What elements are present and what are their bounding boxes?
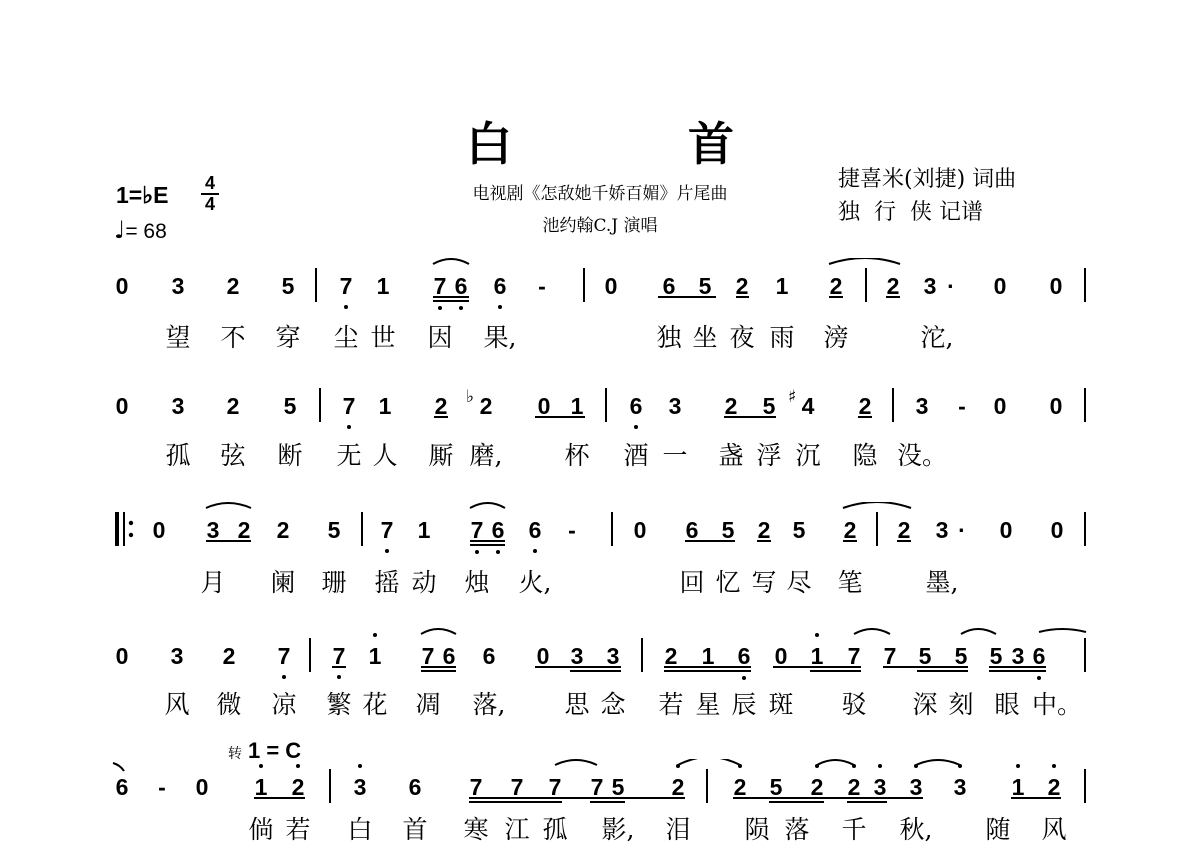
note: 3: [935, 517, 949, 543]
note: 5: [954, 643, 968, 669]
note: 2: [664, 643, 678, 669]
staff-line-3: [0, 502, 1200, 562]
lyric-syllable: 回: [679, 568, 705, 597]
note: 2: [1047, 774, 1061, 800]
note: 0: [1049, 393, 1063, 419]
lyric-syllable: 忆: [715, 568, 741, 597]
note: 5: [792, 517, 806, 543]
note: 2: [858, 393, 872, 419]
lyric-syllable: 影,: [601, 815, 635, 844]
note: 6: [491, 517, 505, 543]
note: 2: [757, 517, 771, 543]
note: 2: [810, 774, 824, 800]
note: 7: [332, 643, 346, 669]
note: 2: [434, 393, 448, 419]
lyric-syllable: 孤: [165, 441, 191, 470]
lyric-syllable: 隐: [852, 441, 878, 470]
note: 3: [570, 643, 584, 669]
note: 7: [421, 643, 435, 669]
lyric-syllable: 滂: [823, 323, 849, 352]
note: 5: [698, 273, 712, 299]
note: 2: [735, 273, 749, 299]
note: 0: [195, 774, 209, 800]
note: 2: [897, 517, 911, 543]
lyric-syllable: 驳: [841, 690, 867, 719]
note: 7: [277, 643, 291, 669]
note: 0: [537, 393, 551, 419]
note: 3: [953, 774, 967, 800]
key-change-prefix: 转: [228, 746, 242, 762]
lyric-syllable: 孤: [542, 815, 568, 844]
note: 7: [548, 774, 562, 800]
lyric-syllable: 因: [427, 323, 453, 352]
note: ·: [947, 273, 955, 299]
note: 7: [433, 273, 447, 299]
lyric-syllable: 白: [347, 815, 373, 844]
note: 5: [721, 517, 735, 543]
note: 6: [629, 393, 643, 419]
lyric-syllable: 动: [411, 568, 437, 597]
repeat-start-sign: [117, 512, 124, 546]
note: 2: [276, 517, 290, 543]
note: 7: [590, 774, 604, 800]
tempo-value: = 68: [125, 220, 167, 243]
lyric-syllable: 独: [656, 323, 682, 352]
lyric-syllable: 人: [372, 441, 398, 470]
note: 3: [915, 393, 929, 419]
note: 6: [408, 774, 422, 800]
lyric-syllable: 一: [662, 441, 688, 470]
note: -: [568, 517, 576, 543]
lyric-syllable: 不: [220, 323, 246, 352]
lyric-syllable: 微: [216, 690, 242, 719]
note: 7: [510, 774, 524, 800]
lyric-syllable: 世: [370, 323, 396, 352]
note: -: [538, 273, 546, 299]
lyric-syllable: 深: [912, 690, 938, 719]
lyric-syllable: 若: [658, 690, 684, 719]
lyric-syllable: 写: [751, 568, 777, 597]
note: 5: [989, 643, 1003, 669]
note: 3: [923, 273, 937, 299]
lyric-syllable: 落,: [472, 690, 506, 719]
note: 1: [570, 393, 584, 419]
note: 5: [281, 273, 295, 299]
note: 6: [685, 517, 699, 543]
note: 3: [668, 393, 682, 419]
lyric-syllable: 尘: [333, 323, 359, 352]
flat-accidental: ♭: [466, 387, 475, 407]
sharp-accidental: ♯: [788, 387, 797, 407]
note: 0: [993, 393, 1007, 419]
note: 3: [873, 774, 887, 800]
lyric-syllable: 凋: [415, 690, 441, 719]
note: 1: [775, 273, 789, 299]
key-change-label: 1 = C: [248, 738, 302, 763]
note: 5: [611, 774, 625, 800]
note: 2: [733, 774, 747, 800]
lyric-syllable: 磨,: [469, 441, 503, 470]
key-signature: 1=♭E: [116, 182, 169, 208]
note: 0: [115, 273, 129, 299]
note: 2: [237, 517, 251, 543]
note: 3: [1011, 643, 1025, 669]
lyric-syllable: 泪: [665, 815, 691, 844]
staff-line-2: [0, 378, 1200, 438]
lyric-syllable: 尽: [786, 568, 812, 597]
lyric-syllable: 杯: [564, 441, 590, 470]
note: 0: [999, 517, 1013, 543]
lyric-syllable: 念: [600, 690, 626, 719]
lyric-syllable: 星: [695, 690, 721, 719]
lyrics-line-2: [0, 436, 1200, 470]
note: 2: [829, 273, 843, 299]
note: 0: [115, 393, 129, 419]
note: 0: [115, 643, 129, 669]
lyric-syllable: 笔: [837, 568, 863, 597]
note: 7: [339, 273, 353, 299]
lyric-syllable: 随: [985, 815, 1011, 844]
note: 2: [479, 393, 493, 419]
lyrics-line-3: [0, 563, 1200, 597]
note: 5: [283, 393, 297, 419]
lyric-syllable: 雨: [769, 323, 795, 352]
lyric-syllable: 落: [784, 815, 810, 844]
note: ·: [958, 517, 966, 543]
note: 3: [170, 643, 184, 669]
lyric-syllable: 若: [285, 815, 311, 844]
lyric-syllable: 穿: [275, 323, 301, 352]
note: 6: [115, 774, 129, 800]
lyric-syllable: 千: [841, 815, 867, 844]
time-signature: [201, 175, 219, 213]
note: 2: [291, 774, 305, 800]
note: 1: [254, 774, 268, 800]
lyric-syllable: 没。: [896, 441, 948, 470]
note: 6: [493, 273, 507, 299]
lyrics-line-5: [0, 810, 1200, 844]
lyric-syllable: 弦: [220, 441, 246, 470]
staff-line-4: [0, 628, 1200, 688]
note: 1: [376, 273, 390, 299]
lyrics-line-4: [0, 685, 1200, 719]
note: 3: [206, 517, 220, 543]
lyric-syllable: 珊: [321, 568, 347, 597]
note: 0: [536, 643, 550, 669]
lyric-syllable: 辰: [731, 690, 757, 719]
note: 7: [380, 517, 394, 543]
lyric-syllable: 江: [504, 815, 530, 844]
lyric-syllable: 断: [277, 441, 303, 470]
note: 5: [762, 393, 776, 419]
note: 1: [378, 393, 392, 419]
lyric-syllable: 浮: [756, 441, 782, 470]
note: 5: [327, 517, 341, 543]
quarter-note-icon: ♩: [114, 216, 126, 244]
note: 3: [171, 273, 185, 299]
note: 1: [1011, 774, 1025, 800]
lyric-syllable: 眼: [994, 690, 1020, 719]
note: 0: [993, 273, 1007, 299]
song-title: 白 首: [465, 117, 814, 171]
note: 6: [737, 643, 751, 669]
lyric-syllable: 陨: [744, 815, 770, 844]
composer-credit: 捷喜米(刘捷) 词曲: [838, 167, 1017, 192]
time-signature-top: 4: [204, 173, 215, 193]
note: 5: [918, 643, 932, 669]
note: 7: [342, 393, 356, 419]
lyric-syllable: 刻: [948, 690, 974, 719]
note: 0: [774, 643, 788, 669]
lyric-syllable: 盏: [718, 441, 744, 470]
staff-line-1: [0, 258, 1200, 318]
lyrics-line-1: [0, 318, 1200, 352]
note: 4: [801, 393, 815, 419]
lyric-syllable: 摇: [374, 568, 400, 597]
singer-credit: 池约翰C.J 演唱: [542, 216, 658, 236]
note: 3: [171, 393, 185, 419]
lyric-syllable: 厮: [428, 441, 454, 470]
lyric-syllable: 风: [1041, 815, 1067, 844]
note: 7: [847, 643, 861, 669]
lyric-syllable: 倘: [248, 815, 274, 844]
note: 6: [482, 643, 496, 669]
note: 6: [528, 517, 542, 543]
lyric-syllable: 花: [362, 690, 388, 719]
note: 2: [226, 273, 240, 299]
note: 7: [883, 643, 897, 669]
lyric-syllable: 火,: [518, 568, 552, 597]
note: 6: [1032, 643, 1046, 669]
lyric-syllable: 月: [200, 568, 226, 597]
lyric-syllable: 风: [164, 690, 190, 719]
note: 7: [470, 517, 484, 543]
note: 2: [671, 774, 685, 800]
note: 0: [1049, 273, 1063, 299]
lyric-syllable: 凉: [271, 690, 297, 719]
lyric-syllable: 斑: [768, 690, 794, 719]
lyric-syllable: 秋,: [899, 815, 933, 844]
lyric-syllable: 繁: [326, 690, 352, 719]
lyric-syllable: 首: [402, 815, 428, 844]
note: 0: [633, 517, 647, 543]
note: -: [158, 774, 166, 800]
subtitle: 电视剧《怎敌她千娇百媚》片尾曲: [472, 184, 728, 204]
lyric-syllable: 沱,: [920, 323, 954, 352]
lyric-syllable: 无: [336, 441, 362, 470]
note: 0: [604, 273, 618, 299]
tempo-marking: [114, 216, 167, 244]
lyric-syllable: 沉: [795, 441, 821, 470]
note: 6: [454, 273, 468, 299]
lyric-syllable: 墨,: [925, 568, 959, 597]
note: 2: [226, 393, 240, 419]
note: 7: [469, 774, 483, 800]
note: 3: [353, 774, 367, 800]
note: 2: [843, 517, 857, 543]
note: 3: [909, 774, 923, 800]
lyric-syllable: 坐: [692, 323, 718, 352]
note: 0: [152, 517, 166, 543]
lyric-syllable: 思: [564, 690, 590, 719]
lyric-syllable: 寒: [463, 815, 489, 844]
note: 2: [847, 774, 861, 800]
note: 2: [222, 643, 236, 669]
transcriber-credit: 独 行 侠 记谱: [838, 200, 983, 225]
time-signature-bottom: 4: [204, 194, 215, 214]
note: 2: [724, 393, 738, 419]
note: 6: [662, 273, 676, 299]
note: 5: [769, 774, 783, 800]
note: 1: [701, 643, 715, 669]
note: 6: [442, 643, 456, 669]
note: 1: [417, 517, 431, 543]
lyric-syllable: 酒: [623, 441, 649, 470]
lyric-syllable: 烛: [464, 568, 490, 597]
note: -: [958, 393, 966, 419]
lyric-syllable: 果,: [483, 323, 517, 352]
lyric-syllable: 阑: [270, 568, 296, 597]
note: 1: [368, 643, 382, 669]
lyric-syllable: 中。: [1031, 690, 1083, 719]
note: 0: [1050, 517, 1064, 543]
note: 1: [810, 643, 824, 669]
lyric-syllable: 夜: [729, 323, 755, 352]
note: 2: [886, 273, 900, 299]
lyric-syllable: 望: [165, 323, 191, 352]
note: 3: [606, 643, 620, 669]
